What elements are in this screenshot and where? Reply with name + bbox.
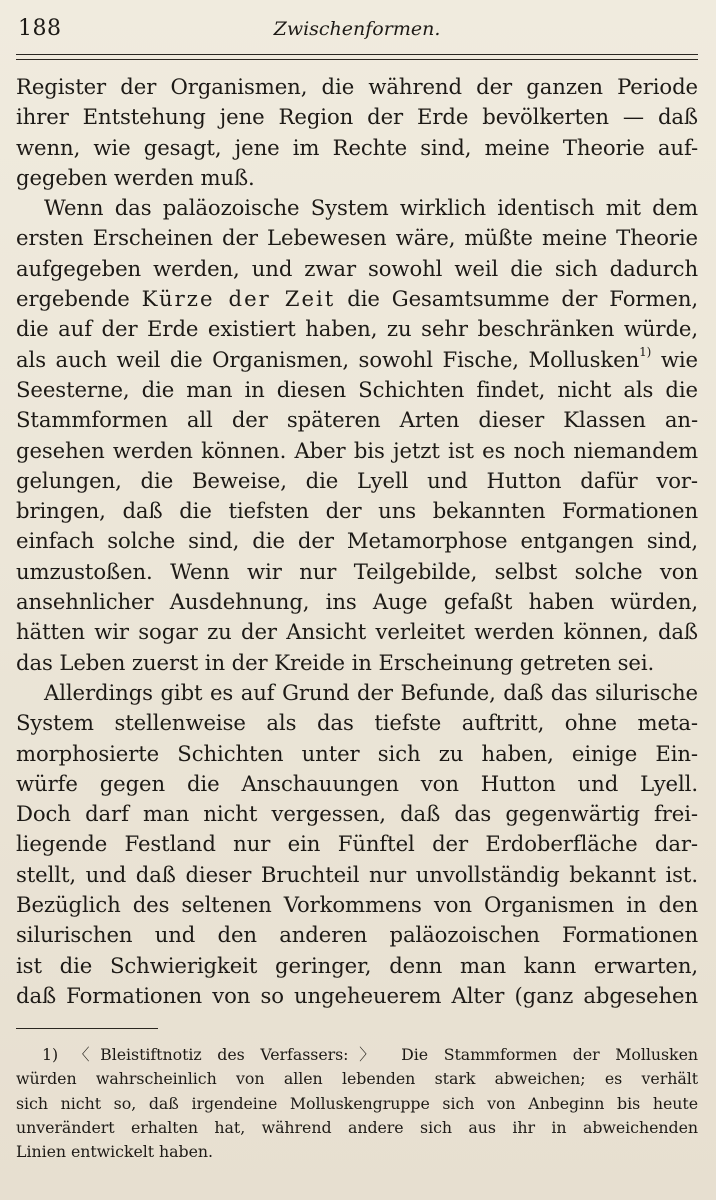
main-text (16, 72, 698, 1011)
text-line: liegende Festland nur ein Fünftel der Erdoberfläche dar- (16, 831, 698, 857)
text-segment: als auch weil die Organismen, sowohl Fische, Mollusken (16, 346, 640, 372)
text-segment: ergebende (16, 286, 130, 312)
text-line: Seesterne, die man in diesen Schichten findet, nicht als die (16, 376, 698, 402)
page-header (16, 12, 698, 46)
text-line: die auf der Erde existiert haben, zu sehr beschränken würde, (16, 316, 698, 342)
paragraph-start-line: Wenn das paläozoische System wirklich identisch mit dem (44, 195, 698, 221)
footnote-line: 1) 〈Bleistiftnotiz des Verfassers:〉 Die Stammformen der Mollusken (42, 1045, 698, 1065)
text-segment: die Gesamtsumme der Formen, (347, 286, 698, 312)
text-line: Register der Organismen, die während der ganzen Periode (16, 74, 698, 99)
text-line: bringen, daß die tiefsten der uns bekannten Formationen (16, 498, 698, 524)
footnote-line: Linien entwickelt haben. (16, 1142, 213, 1162)
text-line: wenn, wie gesagt, jene im Rechte sind, meine Theorie auf- (16, 134, 698, 160)
text-line: aufgegeben werden, und zwar sowohl weil die sich dadurch (16, 255, 698, 281)
text-line: Bezüglich des seltenen Vorkommens von Organismen in den (16, 892, 698, 918)
text-line: morphosierte Schichten unter sich zu haben, einige Ein- (16, 740, 698, 766)
text-line: ist die Schwierigkeit geringer, denn man kann erwarten, (16, 952, 698, 978)
text-line: gesehen werden können. Aber bis jetzt ist es noch niemandem (16, 437, 698, 463)
footnote-line: sich nicht so, daß irgendeine Molluskengruppe sich von Anbeginn bis heute (16, 1093, 698, 1113)
footnote-line: unverändert erhalten hat, während andere sich aus ihr in abweichenden (16, 1117, 698, 1137)
footnote (16, 1043, 698, 1164)
text-line-with-emphasis (16, 284, 698, 314)
paragraph-start-line: Allerdings gibt es auf Grund der Befunde, daß das silurische (44, 679, 698, 705)
text-line: das Leben zuerst in der Kreide in Erscheinung getreten sei. (16, 649, 655, 675)
text-line: ansehnlicher Ausdehnung, ins Auge gefaßt haben würden, (16, 589, 698, 615)
text-line-with-footnote-ref (16, 345, 698, 375)
text-line: würfe gegen die Anschauungen von Hutton und Lyell. (16, 770, 698, 796)
page-number: 188 (18, 16, 62, 41)
text-line: ersten Erscheinen der Lebewesen wäre, müßte meine Theorie (16, 225, 698, 251)
text-line: stellt, und daß dieser Bruchteil nur unvollständig bekannt ist. (16, 861, 698, 887)
header-double-rule (16, 54, 698, 60)
footnote-separator (16, 1028, 158, 1029)
running-title: Zwischenformen. (273, 18, 441, 40)
text-line: gelungen, die Beweise, die Lyell und Hutton dafür vor- (16, 467, 698, 493)
text-line: umzustoßen. Wenn wir nur Teilgebilde, selbst solche von (16, 558, 698, 584)
text-line: Stammformen all der späteren Arten dieser Klassen an- (16, 407, 698, 433)
footnote-line: würden wahrscheinlich von allen lebenden stark abweichen; es verhält (16, 1069, 698, 1089)
text-line: daß Formationen von so ungeheuerem Alter (ganz abgesehen (16, 982, 698, 1008)
text-line: Doch darf man nicht vergessen, daß das gegenwärtig frei- (16, 801, 698, 827)
text-segment: wie (651, 346, 698, 372)
text-line: einfach solche sind, die der Metamorphose entgangen sind, (16, 528, 698, 554)
text-line: System stellenweise als das tiefste auftritt, ohne meta- (16, 710, 698, 736)
text-line: ihrer Entstehung jene Region der Erde bevölkerten — daß (16, 104, 698, 130)
text-line: gegeben werden muß. (16, 164, 255, 190)
text-line: hätten wir sogar zu der Ansicht verleitet werden können, daß (16, 619, 698, 645)
text-line: silurischen und den anderen paläozoischen Formationen (16, 922, 698, 948)
emphasized-text: Kürze der Zeit (141, 286, 336, 312)
footnote-reference: 1) (639, 344, 652, 359)
